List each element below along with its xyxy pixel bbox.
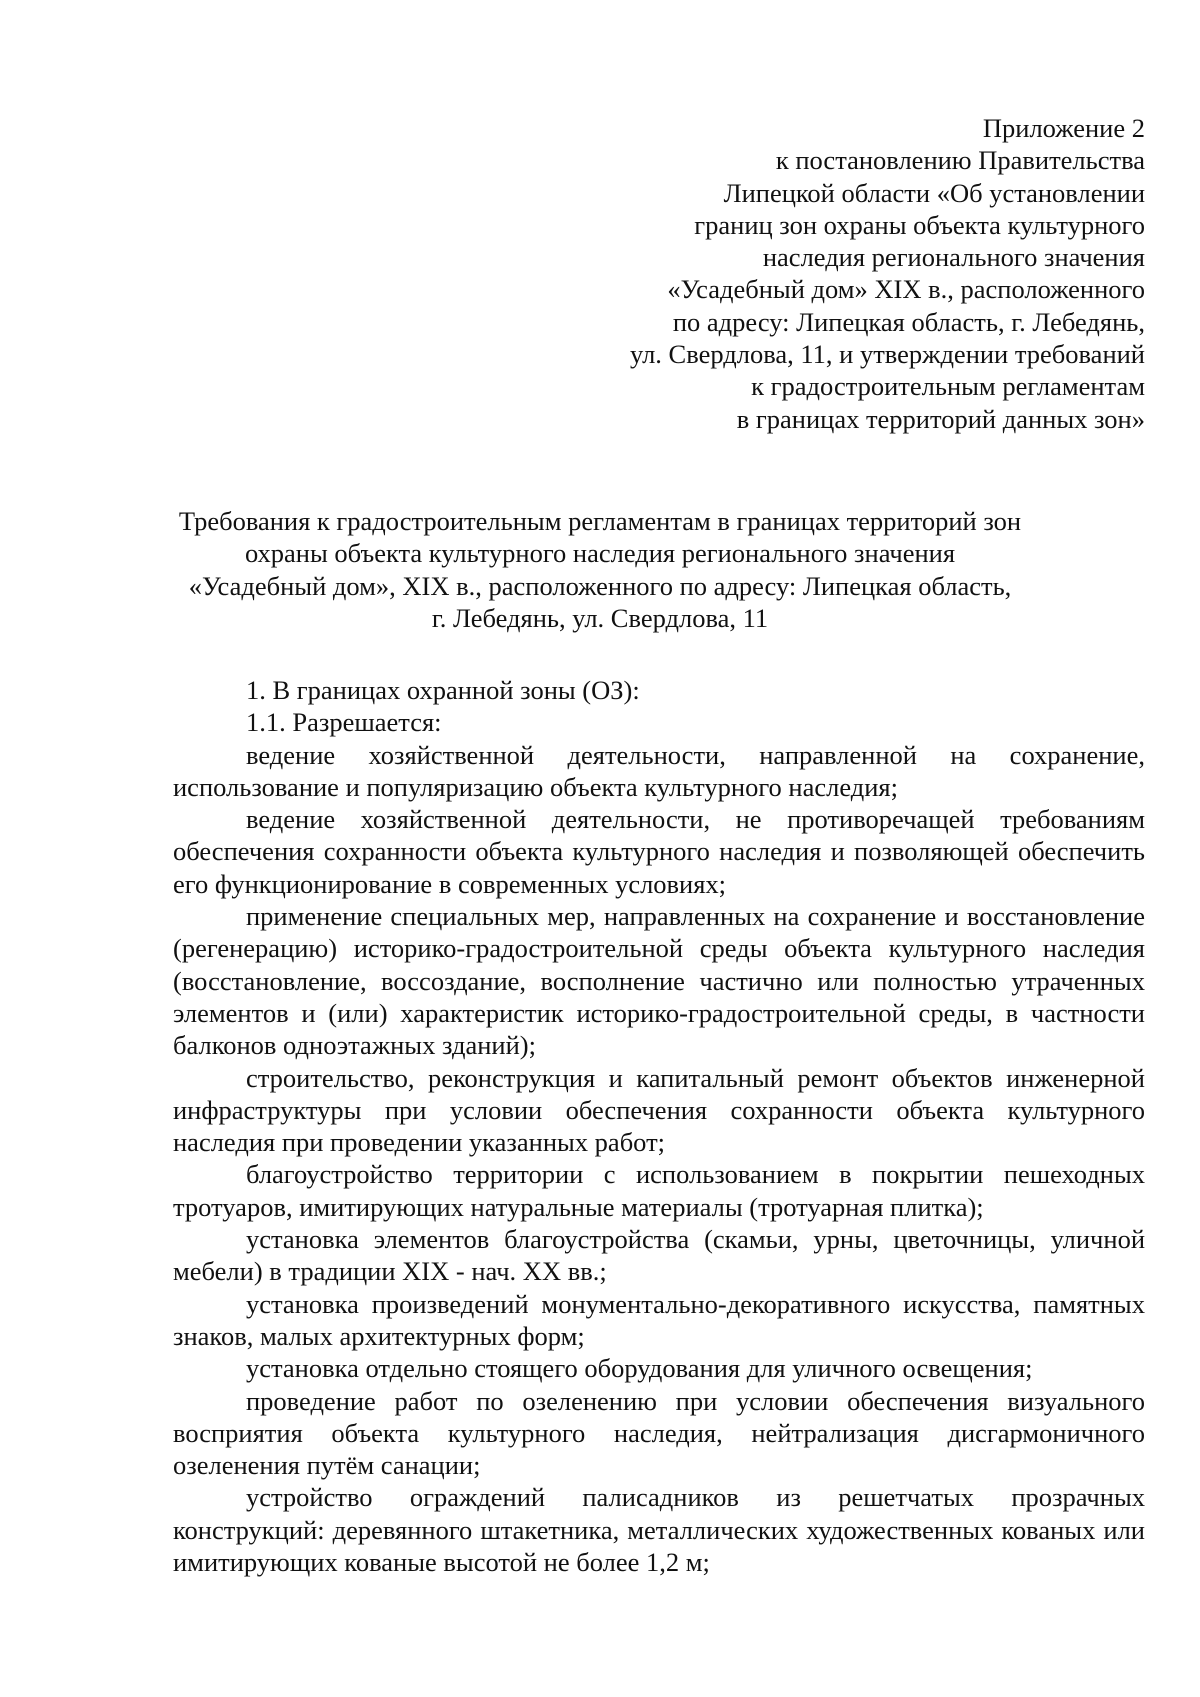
appendix-line: ул. Свердлова, 11, и утверждении требований [629,339,1145,370]
appendix-line: Приложение 2 [982,113,1145,143]
appendix-line: Липецкой области «Об установлении [723,177,1145,208]
title-line: Требования к градостроительным регламентам в границах территорий зон [178,506,1022,536]
document-body [173,674,1145,1578]
permitted-item: установка произведений монументально-декоративного искусства, памятных знаков, малых архитектурных форм; [173,1288,1145,1351]
appendix-line: по адресу: Липецкая область, г. Лебедянь, [672,306,1145,337]
appendix-line: в границах территорий данных зон» [736,403,1145,434]
title-line: г. Лебедянь, ул. Свердлова, 11 [431,602,769,633]
appendix-line: наследия регионального значения [762,242,1145,273]
permitted-item: благоустройство территории с использованием в покрытии пешеходных тротуаров, имитирующих натуральные материалы (тротуарная плитка); [173,1159,1145,1222]
appendix-header [385,112,1145,435]
subsection-heading: 1.1. Разрешается: [246,707,442,738]
permitted-item: строительство, реконструкция и капитальный ремонт объектов инженерной инфраструктуры при условии обеспечения сохранности объекта культурного наследия при проведении указанных работ; [173,1062,1145,1158]
section-heading: 1. В границах охранной зоны (ОЗ): [246,675,640,705]
title-line: охраны объекта культурного наследия регионального значения [244,538,956,569]
permitted-item: ведение хозяйственной деятельности, направленной на сохранение, использование и популяризацию объекта культурного наследия; [173,739,1145,802]
appendix-line: к постановлению Правительства [775,145,1145,176]
permitted-item: устройство ограждений палисадников из решетчатых прозрачных конструкций: деревянного штакетника, металлических художественных кованых или имитирующих кованые высотой не более 1,2 м; [173,1482,1145,1578]
permitted-item: проведение работ по озеленению при условии обеспечения визуального восприятия объекта культурного наследия, нейтрализация дисгармоничного озеленения путём санации; [173,1385,1145,1481]
appendix-line: к градостроительным регламентам [751,371,1145,402]
permitted-item: установка элементов благоустройства (скамьи, урны, цветочницы, уличной мебели) в традиции XIX - нач. XX вв.; [173,1224,1145,1287]
appendix-line: границ зон охраны объекта культурного [694,209,1145,240]
permitted-item: применение специальных мер, направленных на сохранение и восстановление (регенерацию) историко-градостроительной среды объекта культурного наследия (восстановление, воссоздание, восполнение частично или полностью утраченных элементов и (или) характеристик историко-градостроительной среды, в частности балконов одноэтажных зданий); [173,901,1145,1061]
permitted-item: установка отдельно стоящего оборудования для уличного освещения; [246,1353,1033,1384]
document-title [100,505,1100,634]
permitted-item: ведение хозяйственной деятельности, не противоречащей требованиям обеспечения сохранности объекта культурного наследия и позволяющей обеспечить его функционирование в современных условиях; [173,804,1145,899]
appendix-line: «Усадебный дом» XIX в., расположенного [667,274,1145,305]
title-line: «Усадебный дом», XIX в., расположенного по адресу: Липецкая область, [188,570,1012,601]
